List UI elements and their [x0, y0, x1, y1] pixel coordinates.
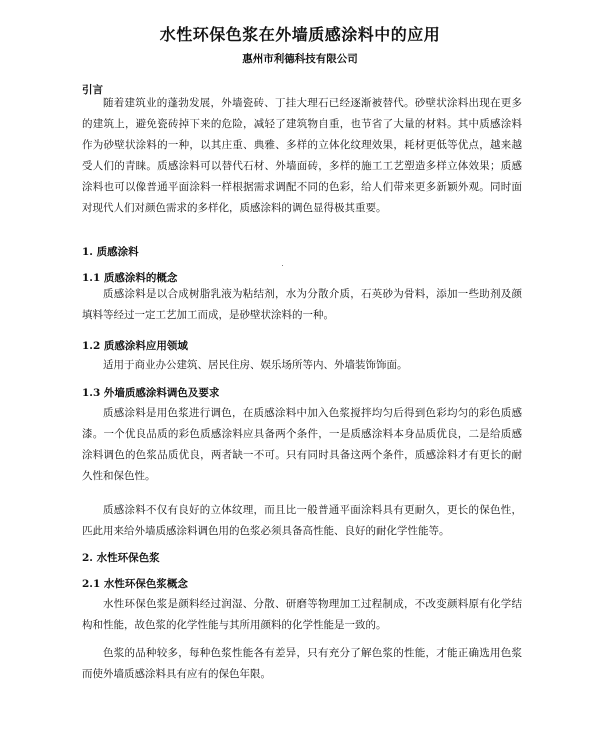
paragraph-1-1: 质感涂料是以合成树脂乳液为粘结剂，水为分散介质，石英砂为骨料，添加一些助剂及颜填料等经过一定工艺加工而成，是砂壁状涂料的一种。: [82, 288, 522, 321]
document-title: 水性环保色浆在外墙质感涂料中的应用: [159, 25, 441, 44]
paragraph-1-3b: 质感涂料不仅有良好的立体纹理，而且比一般普通平面涂料具有更耐久，更长的保色性，匹此用来给外墙质感涂料调色用的色浆必须具备高性能、良好的耐化学性能等。: [82, 504, 522, 537]
subsection-heading-1-3: 1.3 外墙质感涂料调色及要求: [82, 387, 220, 399]
subsection-heading-2-1: 2.1 水性环保色浆概念: [82, 578, 188, 590]
paragraph-1-2: 适用于商业办公建筑、居民住房、娱乐场所等内、外墙装饰饰面。: [103, 359, 408, 371]
company-name: 惠州市利德科技有限公司: [242, 53, 358, 65]
paragraph-2-1a: 水性环保色浆是颜料经过润湿、分散、研磨等物理加工过程制成，不改变颜料原有化学结构和性能，故色浆的化学性能与其所用颜料的化学性能是一致的。: [82, 598, 522, 631]
scan-speck: [282, 265, 283, 266]
paragraph-2-1b: 色浆的品种较多，每种色浆性能各有差异，只有充分了解色浆的性能，才能正确选用色浆而使外墙质感涂料具有应有的保色年限。: [82, 647, 522, 680]
paragraph-1-3a: 质感涂料是用色浆进行调色，在质感涂料中加入色浆搅拌均匀后得到色彩均匀的彩色质感漆。一个优良品质的彩色质感涂料应具备两个条件，一是质感涂料本身品质优良，二是给质感涂料调色的色浆品质优良，两者缺一不可。只有同时具备这两个条件，质感涂料才有更长的耐久性和保色性。: [82, 407, 522, 482]
paragraph-intro: 随着建筑业的蓬勃发展，外墙瓷砖、丁挂大理石已经逐渐被替代。砂壁状涂料出现在更多的建筑上，避免瓷砖掉下来的危险，减轻了建筑物自重，也节省了大量的材料。其中质感涂料作为砂壁状涂料的一种，以其庄重、典雅、多样的立体化纹理效果，耗材更低等优点，越来越受人们的青睐。质感涂料可以替代石材、外墙面砖，多样的施工工艺塑造多样立体效果；质感涂料也可以像普通平面涂料一样根据需求调配不同的色彩，给人们带来更多新颖外观。同时面对现代人们对颜色需求的多样化，质感涂料的调色显得极其重要。: [82, 97, 522, 214]
section-heading-2: 2. 水性环保色浆: [82, 552, 160, 564]
subsection-heading-1-1: 1.1 质感涂料的概念: [82, 272, 178, 284]
section-heading-intro: 引言: [82, 84, 103, 96]
section-heading-1: 1. 质感涂料: [82, 246, 139, 258]
subsection-heading-1-2: 1.2 质感涂料应用领域: [82, 340, 188, 352]
